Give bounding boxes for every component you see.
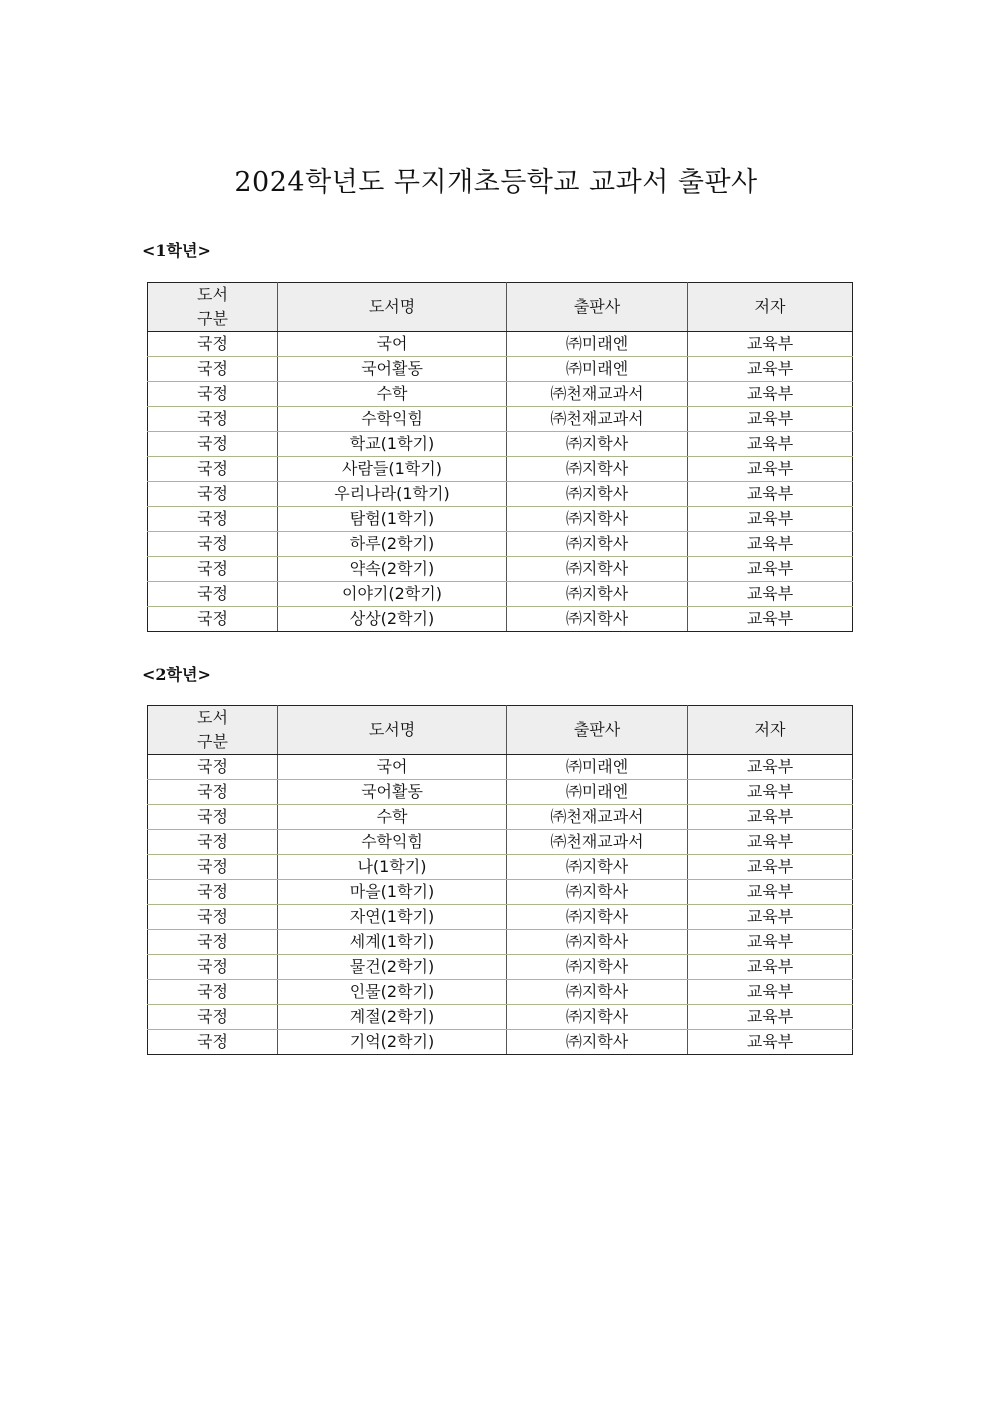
author-cell: 교육부 bbox=[688, 407, 853, 432]
publisher-cell: ㈜지학사 bbox=[507, 955, 688, 980]
header-label: 도서명 bbox=[368, 297, 416, 316]
publisher-header bbox=[507, 706, 688, 755]
book-title-cell: 수학익힘 bbox=[278, 830, 507, 855]
book-title-cell: 수학 bbox=[278, 805, 507, 830]
book-category-cell: 국정 bbox=[148, 557, 278, 582]
book-title-cell: 하루(2학기) bbox=[278, 532, 507, 557]
author-cell: 교육부 bbox=[688, 382, 853, 407]
book-title-cell: 우리나라(1학기) bbox=[278, 482, 507, 507]
author-cell: 교육부 bbox=[688, 930, 853, 955]
book-category-cell: 국정 bbox=[148, 457, 278, 482]
author-cell: 교육부 bbox=[688, 332, 853, 357]
book-title-cell: 마을(1학기) bbox=[278, 880, 507, 905]
publisher-cell: ㈜지학사 bbox=[507, 1005, 688, 1030]
grade-2-textbook-table bbox=[147, 705, 853, 1055]
book-category-cell: 국정 bbox=[148, 532, 278, 557]
author-cell: 교육부 bbox=[688, 980, 853, 1005]
book-category-cell: 국정 bbox=[148, 582, 278, 607]
book-title-cell: 국어 bbox=[278, 755, 507, 780]
book-category-cell: 국정 bbox=[148, 880, 278, 905]
book-title-cell: 기억(2학기) bbox=[278, 1030, 507, 1055]
book-title-cell: 나(1학기) bbox=[278, 855, 507, 880]
author-cell: 교육부 bbox=[688, 432, 853, 457]
table-header bbox=[148, 706, 853, 755]
header-label: 출판사 bbox=[573, 297, 621, 316]
header-label: 구분 bbox=[197, 309, 228, 328]
publisher-cell: ㈜지학사 bbox=[507, 980, 688, 1005]
book-category-cell: 국정 bbox=[148, 780, 278, 805]
publisher-cell: ㈜지학사 bbox=[507, 582, 688, 607]
book-title-cell: 탐험(1학기) bbox=[278, 507, 507, 532]
table-row bbox=[148, 830, 853, 855]
author-cell: 교육부 bbox=[688, 855, 853, 880]
book-category-cell: 국정 bbox=[148, 482, 278, 507]
table-row bbox=[148, 582, 853, 607]
header-label: 저자 bbox=[754, 720, 786, 739]
book-title-cell: 자연(1학기) bbox=[278, 905, 507, 930]
book-category-cell: 국정 bbox=[148, 382, 278, 407]
table-row bbox=[148, 382, 853, 407]
book-title-cell: 학교(1학기) bbox=[278, 432, 507, 457]
grade-2-heading: <2학년> bbox=[142, 665, 211, 684]
author-cell: 교육부 bbox=[688, 1005, 853, 1030]
table-row bbox=[148, 1005, 853, 1030]
book-title-cell: 세계(1학기) bbox=[278, 930, 507, 955]
table-row bbox=[148, 557, 853, 582]
author-cell: 교육부 bbox=[688, 457, 853, 482]
book-title-cell: 물건(2학기) bbox=[278, 955, 507, 980]
header-label: 구분 bbox=[197, 732, 228, 751]
table-row bbox=[148, 930, 853, 955]
book-category-cell: 국정 bbox=[148, 432, 278, 457]
book-category-cell: 국정 bbox=[148, 955, 278, 980]
publisher-cell: ㈜지학사 bbox=[507, 930, 688, 955]
book-category-cell: 국정 bbox=[148, 855, 278, 880]
publisher-cell: ㈜지학사 bbox=[507, 432, 688, 457]
author-cell: 교육부 bbox=[688, 482, 853, 507]
table-row bbox=[148, 432, 853, 457]
author-cell: 교육부 bbox=[688, 607, 853, 632]
grade-1-heading: <1학년> bbox=[142, 241, 211, 260]
publisher-cell: ㈜지학사 bbox=[507, 482, 688, 507]
publisher-cell: ㈜미래엔 bbox=[507, 780, 688, 805]
book-category-cell: 국정 bbox=[148, 905, 278, 930]
book-category-cell: 국정 bbox=[148, 805, 278, 830]
book-title-cell: 사람들(1학기) bbox=[278, 457, 507, 482]
book-title-cell: 약속(2학기) bbox=[278, 557, 507, 582]
publisher-cell: ㈜지학사 bbox=[507, 1030, 688, 1055]
table-row bbox=[148, 607, 853, 632]
publisher-header bbox=[507, 283, 688, 332]
book-category-cell: 국정 bbox=[148, 830, 278, 855]
book-title-header bbox=[278, 283, 507, 332]
book-title-cell: 상상(2학기) bbox=[278, 607, 507, 632]
author-cell: 교육부 bbox=[688, 880, 853, 905]
book-category-cell: 국정 bbox=[148, 930, 278, 955]
header-label: 도서명 bbox=[368, 720, 416, 739]
author-cell: 교육부 bbox=[688, 532, 853, 557]
publisher-cell: ㈜미래엔 bbox=[507, 332, 688, 357]
publisher-cell: ㈜지학사 bbox=[507, 557, 688, 582]
publisher-cell: ㈜지학사 bbox=[507, 507, 688, 532]
author-cell: 교육부 bbox=[688, 582, 853, 607]
header-label: 도서 bbox=[197, 708, 228, 727]
author-cell: 교육부 bbox=[688, 1030, 853, 1055]
table-row bbox=[148, 755, 853, 780]
header-label: 저자 bbox=[754, 297, 786, 316]
header-label: 출판사 bbox=[573, 720, 621, 739]
author-header bbox=[688, 283, 853, 332]
author-cell: 교육부 bbox=[688, 507, 853, 532]
book-category-cell: 국정 bbox=[148, 607, 278, 632]
table-row bbox=[148, 407, 853, 432]
table-header bbox=[148, 283, 853, 332]
header-row bbox=[148, 283, 853, 332]
book-category-header bbox=[148, 706, 278, 755]
book-category-cell: 국정 bbox=[148, 755, 278, 780]
author-cell: 교육부 bbox=[688, 905, 853, 930]
book-category-cell: 국정 bbox=[148, 332, 278, 357]
publisher-cell: ㈜천재교과서 bbox=[507, 805, 688, 830]
table-row bbox=[148, 482, 853, 507]
table-row bbox=[148, 880, 853, 905]
table-row bbox=[148, 1030, 853, 1055]
author-header bbox=[688, 706, 853, 755]
book-title-cell: 인물(2학기) bbox=[278, 980, 507, 1005]
table-row bbox=[148, 332, 853, 357]
table-row bbox=[148, 357, 853, 382]
book-category-cell: 국정 bbox=[148, 407, 278, 432]
book-category-cell: 국정 bbox=[148, 1005, 278, 1030]
publisher-cell: ㈜지학사 bbox=[507, 532, 688, 557]
author-cell: 교육부 bbox=[688, 830, 853, 855]
table-body bbox=[148, 755, 853, 1055]
table-row bbox=[148, 980, 853, 1005]
book-title-cell: 국어활동 bbox=[278, 357, 507, 382]
book-category-header bbox=[148, 283, 278, 332]
publisher-cell: ㈜천재교과서 bbox=[507, 830, 688, 855]
author-cell: 교육부 bbox=[688, 755, 853, 780]
author-cell: 교육부 bbox=[688, 955, 853, 980]
table-row bbox=[148, 780, 853, 805]
grade-1-textbook-table bbox=[147, 282, 853, 632]
table-row bbox=[148, 855, 853, 880]
table-row bbox=[148, 905, 853, 930]
author-cell: 교육부 bbox=[688, 357, 853, 382]
book-title-cell: 계절(2학기) bbox=[278, 1005, 507, 1030]
author-cell: 교육부 bbox=[688, 557, 853, 582]
publisher-cell: ㈜지학사 bbox=[507, 855, 688, 880]
publisher-cell: ㈜지학사 bbox=[507, 607, 688, 632]
author-cell: 교육부 bbox=[688, 805, 853, 830]
author-cell: 교육부 bbox=[688, 780, 853, 805]
publisher-cell: ㈜지학사 bbox=[507, 880, 688, 905]
publisher-cell: ㈜천재교과서 bbox=[507, 382, 688, 407]
publisher-cell: ㈜지학사 bbox=[507, 905, 688, 930]
book-title-cell: 이야기(2학기) bbox=[278, 582, 507, 607]
publisher-cell: ㈜천재교과서 bbox=[507, 407, 688, 432]
book-title-cell: 국어활동 bbox=[278, 780, 507, 805]
book-category-cell: 국정 bbox=[148, 507, 278, 532]
publisher-cell: ㈜미래엔 bbox=[507, 357, 688, 382]
publisher-cell: ㈜지학사 bbox=[507, 457, 688, 482]
table-body bbox=[148, 332, 853, 632]
table-row bbox=[148, 532, 853, 557]
publisher-cell: ㈜미래엔 bbox=[507, 755, 688, 780]
book-title-cell: 국어 bbox=[278, 332, 507, 357]
table-row bbox=[148, 805, 853, 830]
table-row bbox=[148, 507, 853, 532]
book-title-cell: 수학 bbox=[278, 382, 507, 407]
book-title-header bbox=[278, 706, 507, 755]
table-row bbox=[148, 457, 853, 482]
book-category-cell: 국정 bbox=[148, 1030, 278, 1055]
table-row bbox=[148, 955, 853, 980]
header-label: 도서 bbox=[197, 285, 228, 304]
book-title-cell: 수학익힘 bbox=[278, 407, 507, 432]
book-category-cell: 국정 bbox=[148, 357, 278, 382]
book-category-cell: 국정 bbox=[148, 980, 278, 1005]
header-row bbox=[148, 706, 853, 755]
document-title: 2024학년도 무지개초등학교 교과서 출판사 bbox=[234, 167, 758, 198]
